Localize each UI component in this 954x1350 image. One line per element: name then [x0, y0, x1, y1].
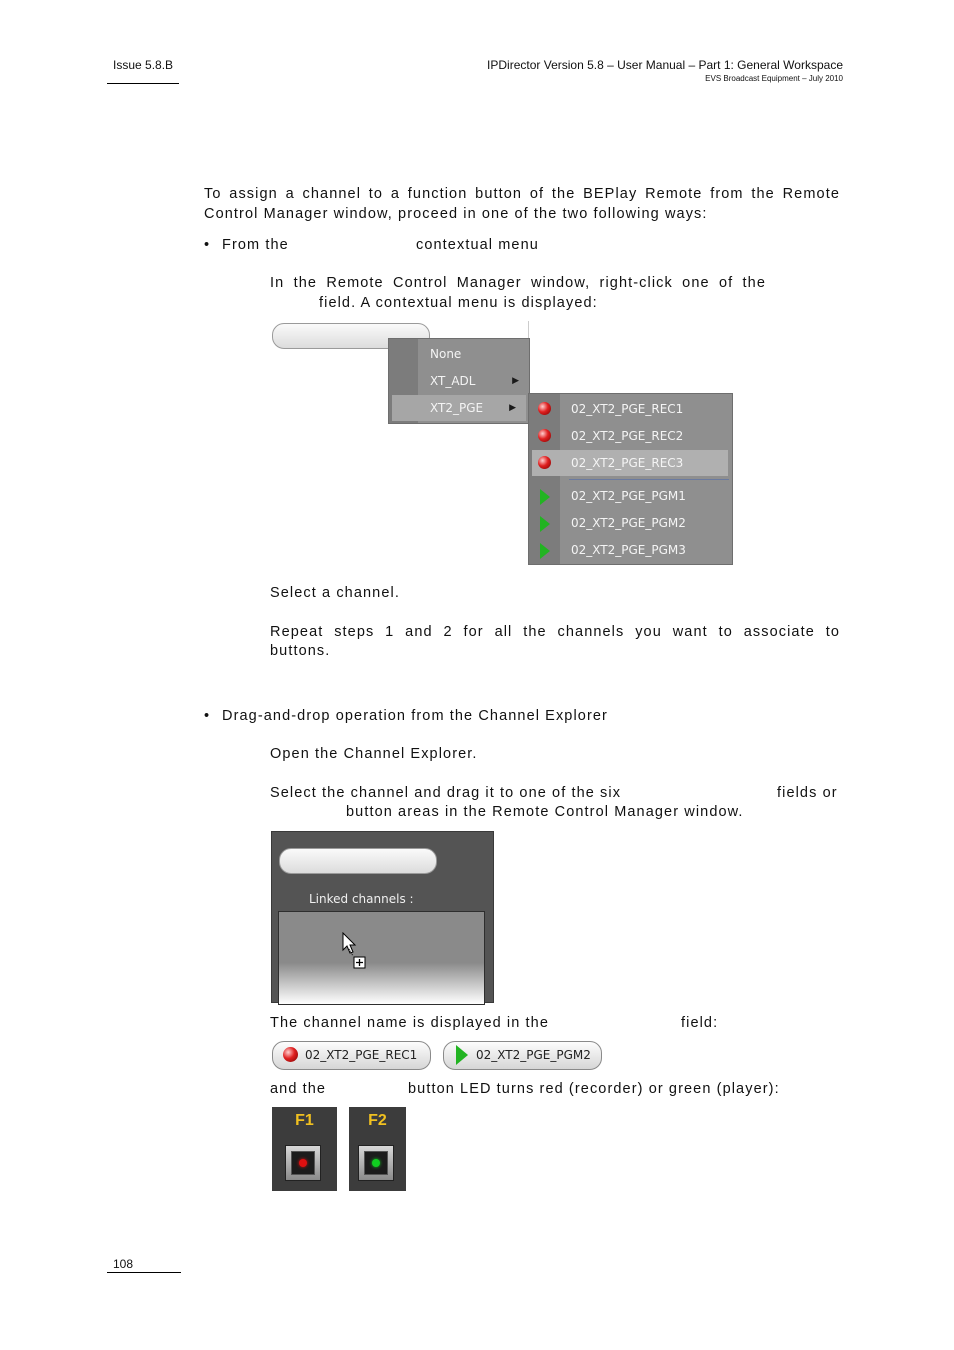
bullet-marker: • — [204, 237, 211, 253]
remote-control-panel — [271, 831, 494, 1003]
context-menu — [388, 338, 530, 424]
step2-text: Select a channel. — [270, 585, 400, 601]
channel-field-label: 02_XT2_PGE_REC1 — [305, 1048, 418, 1062]
submenu-item-label: 02_XT2_PGE_REC1 — [571, 402, 684, 416]
red-led-icon — [299, 1159, 307, 1167]
submenu-item-rec2[interactable] — [529, 423, 732, 449]
bullet1-suffix: contextual menu — [416, 237, 539, 253]
dd-step2-line-2: button areas in the Remote Control Manager window. — [346, 804, 744, 820]
issue-label: Issue 5.8.B — [113, 58, 174, 72]
submenu-item-label: 02_XT2_PGE_PGM1 — [571, 489, 686, 503]
document-title: IPDirector Version 5.8 – User Manual – Part 1: General Workspace — [487, 58, 843, 72]
menu-item-label: XT_ADL — [430, 374, 476, 388]
submenu-arrow-icon: ▶ — [509, 403, 516, 413]
recorder-led-icon — [283, 1047, 298, 1062]
function-button-label: F2 — [368, 1112, 387, 1129]
submenu-item-rec3[interactable] — [532, 450, 728, 476]
dd-step1-text: Open the Channel Explorer. — [270, 746, 478, 762]
player-play-icon — [456, 1045, 468, 1065]
led-housing — [364, 1151, 388, 1175]
drag-copy-cursor-icon — [341, 932, 371, 972]
menu-item-xt-adl[interactable] — [389, 368, 529, 394]
menu-item-xt2-pge[interactable] — [392, 395, 526, 421]
submenu-arrow-icon: ▶ — [512, 376, 519, 386]
function-button-f2[interactable] — [349, 1107, 406, 1191]
submenu-item-rec1[interactable] — [529, 396, 732, 422]
intro-line-1: To assign a channel to a function button of the BEPlay Remote from the Remote — [204, 186, 840, 202]
page-number: 108 — [113, 1257, 134, 1271]
player-play-icon — [540, 489, 550, 505]
function-key — [285, 1145, 321, 1181]
footer-rule — [107, 1272, 181, 1273]
recorder-led-icon — [538, 429, 551, 442]
step1-line-1: In the Remote Control Manager window, right-click one of the — [270, 275, 766, 291]
submenu-item-label: 02_XT2_PGE_REC3 — [571, 456, 684, 470]
led-text-a: and the — [270, 1081, 327, 1097]
menu-separator — [569, 479, 729, 480]
linked-channels-drop-area[interactable] — [278, 911, 485, 1005]
header-rule — [107, 83, 179, 84]
recorder-led-icon — [538, 456, 551, 469]
channel-field-rec1[interactable] — [272, 1041, 431, 1070]
intro-line-2: Control Manager window, proceed in one of the two following ways: — [204, 206, 708, 222]
result-text-b: field: — [681, 1015, 719, 1031]
linked-channel-field[interactable] — [279, 848, 437, 874]
function-key — [358, 1145, 394, 1181]
dd-step2-text-b: fields or — [777, 785, 838, 801]
function-button-label: F1 — [295, 1112, 314, 1129]
step1-line-2: field. A contextual menu is displayed: — [319, 295, 598, 311]
submenu-item-label: 02_XT2_PGE_REC2 — [571, 429, 684, 443]
menu-item-none[interactable] — [389, 341, 529, 367]
recorder-led-icon — [538, 402, 551, 415]
channel-submenu — [528, 393, 733, 565]
function-button-f1[interactable] — [272, 1107, 337, 1191]
step3-line-2: buttons. — [270, 643, 331, 659]
step3-line-1: Repeat steps 1 and 2 for all the channels you want to associate to — [270, 624, 840, 640]
channel-field-label: 02_XT2_PGE_PGM2 — [476, 1048, 591, 1062]
submenu-item-label: 02_XT2_PGE_PGM2 — [571, 516, 686, 530]
led-housing — [291, 1151, 315, 1175]
submenu-item-pgm2[interactable] — [529, 510, 732, 536]
led-text-b: button LED turns red (recorder) or green (player): — [408, 1081, 780, 1097]
linked-channels-label: Linked channels : — [309, 892, 414, 906]
green-led-icon — [372, 1159, 380, 1167]
bullet-marker: • — [204, 708, 211, 724]
channel-field-pgm2[interactable] — [443, 1041, 602, 1070]
submenu-item-label: 02_XT2_PGE_PGM3 — [571, 543, 686, 557]
document-subtitle: EVS Broadcast Equipment – July 2010 — [705, 74, 843, 83]
dd-step2-text-a: Select the channel and drag it to one of the six — [270, 785, 622, 801]
menu-item-label: None — [430, 347, 462, 361]
menu-item-label: XT2_PGE — [430, 401, 484, 415]
submenu-item-pgm1[interactable] — [529, 483, 732, 509]
player-play-icon — [540, 543, 550, 559]
player-play-icon — [540, 516, 550, 532]
bullet2-text: Drag-and-drop operation from the Channel Explorer — [222, 708, 608, 724]
bullet1-prefix: From the — [222, 237, 289, 253]
submenu-item-pgm3[interactable] — [529, 537, 732, 563]
result-text-a: The channel name is displayed in the — [270, 1015, 549, 1031]
